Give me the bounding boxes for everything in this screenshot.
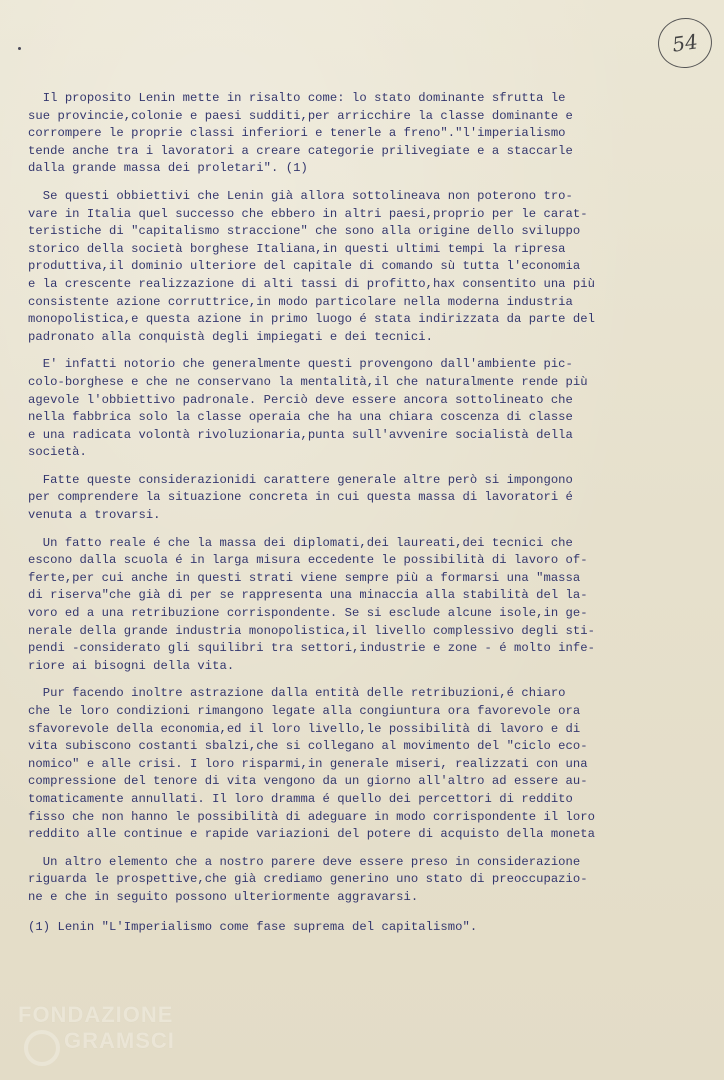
text-line: venuta a trovarsi. bbox=[28, 508, 161, 523]
text-line: corrompere le proprie classi inferiori e tenerle a freno"."l'imperialismo bbox=[28, 126, 566, 141]
text-line: per comprendere la situazione concreta in cui questa massa di lavoratori é bbox=[28, 490, 573, 505]
text-line: Un altro elemento che a nostro parere deve essere preso in considerazione bbox=[28, 854, 581, 869]
text-line: riore ai bisogni della vita. bbox=[28, 658, 235, 673]
text-line: storico della società borghese Italiana,in questi ultimi tempi la ripresa bbox=[28, 241, 566, 256]
watermark-line1: FONDAZIONE bbox=[18, 1002, 174, 1027]
text-line: Se questi obbiettivi che Lenin già allora sottolineava non poterono tro- bbox=[28, 188, 573, 203]
text-line: riguarda le prospettive,che già crediamo generino uno stato di preoccupazio- bbox=[28, 872, 588, 887]
paragraph bbox=[28, 356, 700, 462]
text-line: monopolistica,e questa azione in primo luogo é stata indirizzata da parte del bbox=[28, 312, 596, 327]
text-line: escono dalla scuola é in larga misura eccedente le possibilità di lavoro of- bbox=[28, 553, 588, 568]
text-line: produttiva,il dominio ulteriore del capitale di comando sù tutta l'economia bbox=[28, 259, 581, 274]
text-line: di riserva"che già di per se rappresenta una minaccia alla stabilità del la- bbox=[28, 588, 588, 603]
text-line: e la crescente realizzazione di alti tassi di profitto,hax consentito una più bbox=[28, 276, 596, 291]
paragraph bbox=[28, 472, 700, 525]
text-line: agevole l'obbiettivo padronale. Perciò deve essere ancora sottolineato che bbox=[28, 392, 573, 407]
text-line: società. bbox=[28, 445, 87, 460]
text-line: fisso che non hanno le possibilità di adeguare in modo corrispondente il loro bbox=[28, 809, 596, 824]
text-line: tende anche tra i lavoratori a creare categorie prilivegiate e a staccarle bbox=[28, 143, 573, 158]
footnote bbox=[28, 919, 700, 937]
text-line: sue provincie,colonie e paesi sudditi,per arricchire la classe dominante e bbox=[28, 108, 573, 123]
text-line: consistente azione corruttrice,in modo particolare nella moderna industria bbox=[28, 294, 573, 309]
text-line: Il proposito Lenin mette in risalto come: lo stato dominante sfrutta le bbox=[28, 91, 566, 105]
footnote-text: (1) Lenin "L'Imperialismo come fase suprema del capitalismo". bbox=[28, 919, 478, 934]
paragraph bbox=[28, 854, 700, 907]
paragraph bbox=[28, 90, 700, 178]
page-number-stamp bbox=[655, 14, 715, 71]
text-line: vare in Italia quel successo che ebbero in altri paesi,proprio per le carat- bbox=[28, 206, 588, 221]
page-number: 54 bbox=[670, 29, 700, 57]
text-line: nerale della grande industria monopolistica,il livello complessivo degli sti- bbox=[28, 623, 596, 638]
text-line: Un fatto reale é che la massa dei diplomati,dei laureati,dei tecnici che bbox=[28, 535, 573, 550]
text-line: sfavorevole della economia,ed il loro livello,le possibilità di lavoro e di bbox=[28, 721, 581, 736]
text-line: ferte,per cui anche in questi strati viene sempre più a formarsi una "massa bbox=[28, 570, 581, 585]
text-line: nomico" e alle crisi. I loro risparmi,in generale miseri, realizzati con una bbox=[28, 756, 588, 771]
text-line: Fatte queste considerazionidi carattere generale altre però si impongono bbox=[28, 472, 573, 487]
text-line: tomaticamente annullati. Il loro dramma é quello dei percettori di reddito bbox=[28, 791, 573, 806]
text-line: reddito alle continue e rapide variazioni del potere di acquisto della moneta bbox=[28, 827, 596, 842]
text-line: dalla grande massa dei proletari". (1) bbox=[28, 161, 308, 176]
text-line: vita subiscono costanti sbalzi,che si collegano al movimento del "ciclo eco- bbox=[28, 739, 588, 754]
text-line: voro ed a una retribuzione corrispondente. Se si esclude alcune isole,in ge- bbox=[28, 606, 588, 621]
text-line: e una radicata volontà rivoluzionaria,punta sull'avvenire socialistà della bbox=[28, 427, 573, 442]
punch-mark bbox=[18, 47, 21, 50]
paragraph bbox=[28, 685, 700, 843]
text-line: colo-borghese e che ne conservano la mentalità,il che naturalmente rende più bbox=[28, 374, 588, 389]
text-line: che le loro condizioni rimangono legate alla congiuntura ora favorevole ora bbox=[28, 704, 581, 718]
typewritten-body bbox=[28, 90, 700, 946]
text-line: E' infatti notorio che generalmente questi provengono dall'ambiente pic- bbox=[28, 357, 573, 372]
text-line: teristiche di "capitalismo straccione" che sono alla origine dello sviluppo bbox=[28, 224, 581, 239]
archive-watermark bbox=[18, 1002, 218, 1072]
paragraph bbox=[28, 535, 700, 676]
paragraph bbox=[28, 188, 700, 346]
text-line: compressione del tenore di vita vengono da un giorno all'altro ad essere au- bbox=[28, 774, 588, 789]
text-line: pendi -considerato gli squilibri tra settori,industrie e zone - é molto infe- bbox=[28, 641, 596, 656]
text-line: ne e che in seguito possono ulteriormente aggravarsi. bbox=[28, 889, 419, 904]
watermark-logo-icon bbox=[24, 1030, 60, 1066]
text-line: padronato alla conquistà degli impiegati e dei tecnici. bbox=[28, 329, 434, 344]
text-line: Pur facendo inoltre astrazione dalla entità delle retribuzioni,é chiaro bbox=[28, 686, 566, 701]
watermark-line2: GRAMSCI bbox=[64, 1028, 175, 1053]
text-line: nella fabbrica solo la classe operaia che ha una chiara coscenza di classe bbox=[28, 410, 573, 425]
